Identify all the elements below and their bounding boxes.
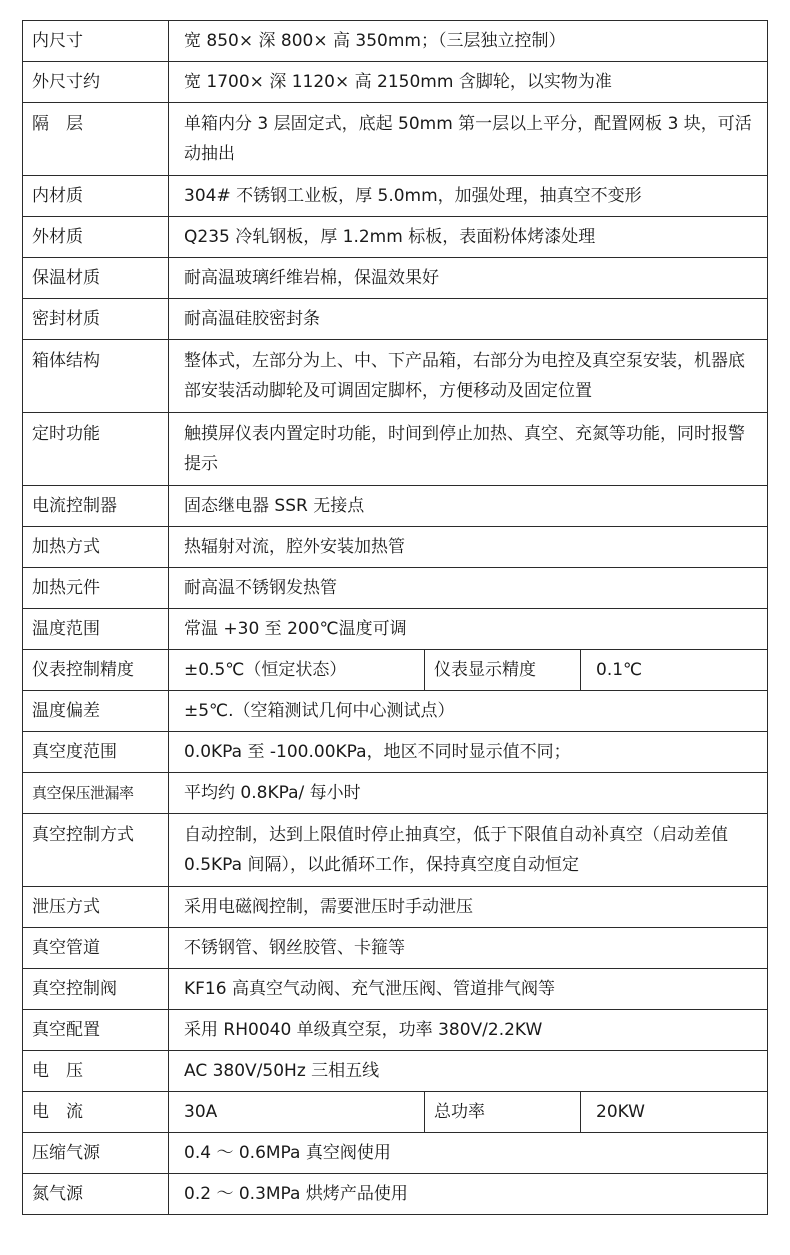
row-label-secondary: 总功率: [425, 1092, 581, 1133]
row-value: AC 380V/50Hz 三相五线: [169, 1051, 768, 1092]
row-value: 热辐射对流，腔外安装加热管: [169, 527, 768, 568]
table-row: [23, 609, 768, 650]
table-row: [23, 103, 768, 176]
row-value: 耐高温硅胶密封条: [169, 299, 768, 340]
table-row: [23, 1133, 768, 1174]
row-label: 隔 层: [23, 103, 169, 176]
row-label: 内材质: [23, 176, 169, 217]
row-value: 宽 1700× 深 1120× 高 2150mm 含脚轮，以实物为准: [169, 62, 768, 103]
row-label: 内尺寸: [23, 21, 169, 62]
row-value: Q235 冷轧钢板，厚 1.2mm 标板，表面粉体烤漆处理: [169, 217, 768, 258]
row-label: 温度偏差: [23, 691, 169, 732]
row-value: 0.2 ～ 0.3MPa 烘烤产品使用: [169, 1174, 768, 1215]
row-label: 定时功能: [23, 413, 169, 486]
row-value: 单箱内分 3 层固定式，底起 50mm 第一层以上平分，配置网板 3 块，可活动抽出: [169, 103, 768, 176]
row-value: 采用 RH0040 单级真空泵，功率 380V/2.2KW: [169, 1010, 768, 1051]
row-label: 真空保压泄漏率: [23, 773, 169, 814]
row-value-secondary: 20KW: [581, 1092, 768, 1133]
row-label: 真空管道: [23, 928, 169, 969]
row-value: 平均约 0.8KPa/ 每小时: [169, 773, 768, 814]
row-label: 真空配置: [23, 1010, 169, 1051]
table-row: [23, 568, 768, 609]
row-value: 采用电磁阀控制，需要泄压时手动泄压: [169, 887, 768, 928]
table-row: [23, 1092, 768, 1133]
table-row: [23, 486, 768, 527]
row-label-secondary: 仪表显示精度: [425, 650, 581, 691]
table-row: [23, 887, 768, 928]
table-row: [23, 691, 768, 732]
row-label: 箱体结构: [23, 340, 169, 413]
table-row: [23, 527, 768, 568]
row-value: 304# 不锈钢工业板，厚 5.0mm，加强处理，抽真空不变形: [169, 176, 768, 217]
table-row: [23, 21, 768, 62]
row-label: 氮气源: [23, 1174, 169, 1215]
row-value: KF16 高真空气动阀、充气泄压阀、管道排气阀等: [169, 969, 768, 1010]
table-row: [23, 217, 768, 258]
row-label: 保温材质: [23, 258, 169, 299]
row-value: ±0.5℃（恒定状态）: [169, 650, 425, 691]
table-row: [23, 340, 768, 413]
row-label: 电 压: [23, 1051, 169, 1092]
row-label: 加热元件: [23, 568, 169, 609]
row-value: 固态继电器 SSR 无接点: [169, 486, 768, 527]
row-value: 宽 850× 深 800× 高 350mm；（三层独立控制）: [169, 21, 768, 62]
row-value: 耐高温玻璃纤维岩棉，保温效果好: [169, 258, 768, 299]
table-row: [23, 1010, 768, 1051]
row-value: 不锈钢管、钢丝胶管、卡箍等: [169, 928, 768, 969]
table-row: [23, 969, 768, 1010]
row-label: 外尺寸约: [23, 62, 169, 103]
row-value: 耐高温不锈钢发热管: [169, 568, 768, 609]
table-row: [23, 176, 768, 217]
row-value: 常温 +30 至 200℃温度可调: [169, 609, 768, 650]
row-value: ±5℃.（空箱测试几何中心测试点）: [169, 691, 768, 732]
row-label: 加热方式: [23, 527, 169, 568]
spec-table: [22, 20, 768, 1215]
row-label: 电 流: [23, 1092, 169, 1133]
row-value: 30A: [169, 1092, 425, 1133]
table-row: [23, 62, 768, 103]
row-value-secondary: 0.1℃: [581, 650, 768, 691]
table-row: [23, 258, 768, 299]
table-row: [23, 650, 768, 691]
row-value: 0.4 ～ 0.6MPa 真空阀使用: [169, 1133, 768, 1174]
table-row: [23, 1051, 768, 1092]
table-row: [23, 732, 768, 773]
row-label: 压缩气源: [23, 1133, 169, 1174]
table-row: [23, 773, 768, 814]
row-label: 温度范围: [23, 609, 169, 650]
row-label: 真空度范围: [23, 732, 169, 773]
table-row: [23, 928, 768, 969]
table-row: [23, 299, 768, 340]
row-value: 整体式，左部分为上、中、下产品箱，右部分为电控及真空泵安装，机器底部安装活动脚轮及可调固定脚杯，方便移动及固定位置: [169, 340, 768, 413]
row-value: 触摸屏仪表内置定时功能，时间到停止加热、真空、充氮等功能，同时报警提示: [169, 413, 768, 486]
row-label: 真空控制方式: [23, 814, 169, 887]
row-value: 0.0KPa 至 -100.00KPa，地区不同时显示值不同；: [169, 732, 768, 773]
table-row: [23, 1174, 768, 1215]
row-label: 泄压方式: [23, 887, 169, 928]
table-row: [23, 413, 768, 486]
row-label: 密封材质: [23, 299, 169, 340]
row-value: 自动控制，达到上限值时停止抽真空，低于下限值自动补真空（启动差值 0.5KPa 间隔），以此循环工作，保持真空度自动恒定: [169, 814, 768, 887]
row-label: 外材质: [23, 217, 169, 258]
row-label: 电流控制器: [23, 486, 169, 527]
row-label: 真空控制阀: [23, 969, 169, 1010]
row-label: 仪表控制精度: [23, 650, 169, 691]
table-row: [23, 814, 768, 887]
